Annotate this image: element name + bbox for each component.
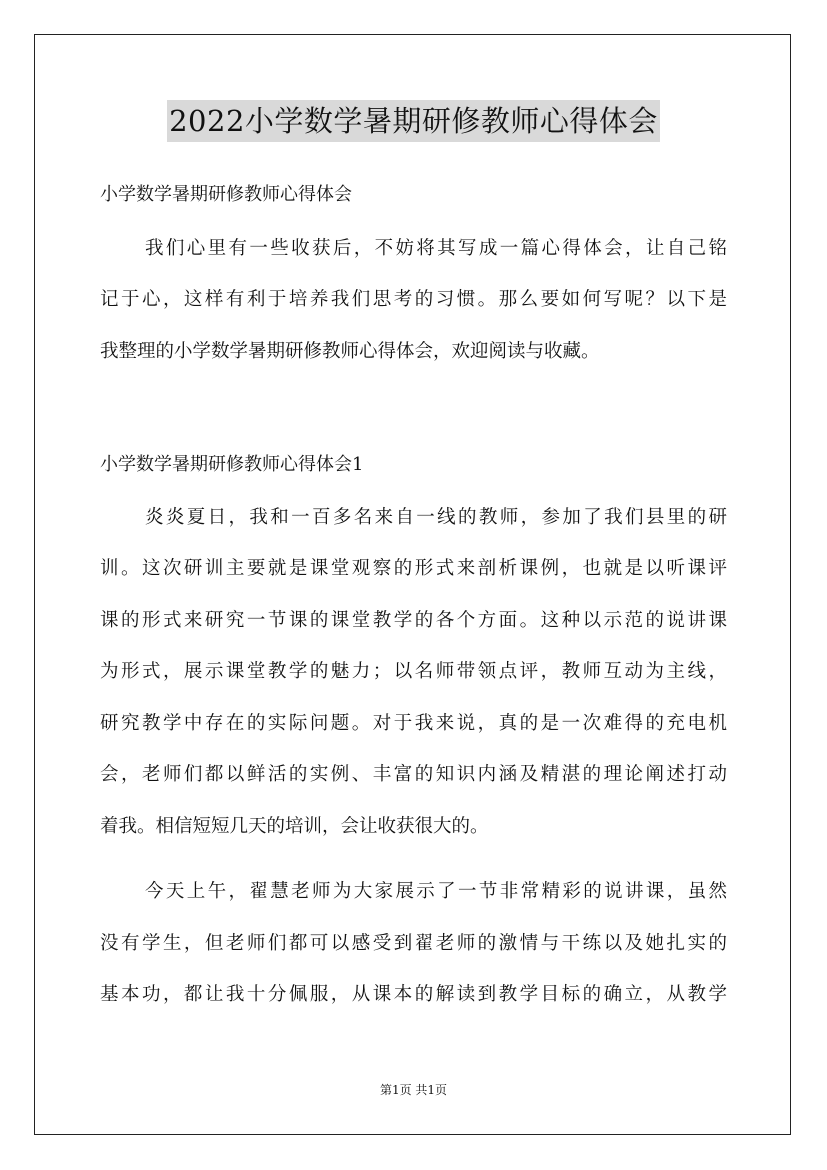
paragraph-line: 没有学生，但老师们都可以感受到翟老师的激情与干练以及她扎实的 <box>100 933 727 954</box>
intro-heading: 小学数学暑期研修教师心得体会 <box>100 184 352 205</box>
section-heading: 小学数学暑期研修教师心得体会1 <box>100 454 364 475</box>
page-footer: 第1页 共1页 <box>379 1083 448 1097</box>
paragraph-line: 会，老师们都以鲜活的实例、丰富的知识内涵及精湛的理论阐述打动 <box>100 764 727 785</box>
title-container <box>0 100 827 142</box>
paragraph-line: 基本功，都让我十分佩服，从课本的解读到教学目标的确立，从教学 <box>100 984 727 1005</box>
paragraph-line: 炎炎夏日，我和一百多名来自一线的教师，参加了我们县里的研 <box>145 507 727 528</box>
intro-line: 记于心，这样有利于培养我们思考的习惯。那么要如何写呢？以下是 <box>100 289 727 310</box>
paragraph-line: 今天上午，翟慧老师为大家展示了一节非常精彩的说讲课，虽然 <box>145 881 727 902</box>
document-title: 2022小学数学暑期研修教师心得体会 <box>167 100 660 142</box>
paragraph-line: 着我。相信短短几天的培训，会让收获很大的。 <box>100 816 489 837</box>
intro-line: 我整理的小学数学暑期研修教师心得体会，欢迎阅读与收藏。 <box>100 341 600 362</box>
paragraph-line: 课的形式来研究一节课的课堂教学的各个方面。这种以示范的说讲课 <box>100 610 727 631</box>
paragraph-line: 为形式，展示课堂教学的魅力；以名师带领点评，教师互动为主线， <box>100 661 727 682</box>
paragraph-line: 研究教学中存在的实际问题。对于我来说，真的是一次难得的充电机 <box>100 713 727 734</box>
intro-line: 我们心里有一些收获后，不妨将其写成一篇心得体会，让自己铭 <box>145 238 727 259</box>
paragraph-line: 训。这次研训主要就是课堂观察的形式来剖析课例，也就是以听课评 <box>100 558 727 579</box>
